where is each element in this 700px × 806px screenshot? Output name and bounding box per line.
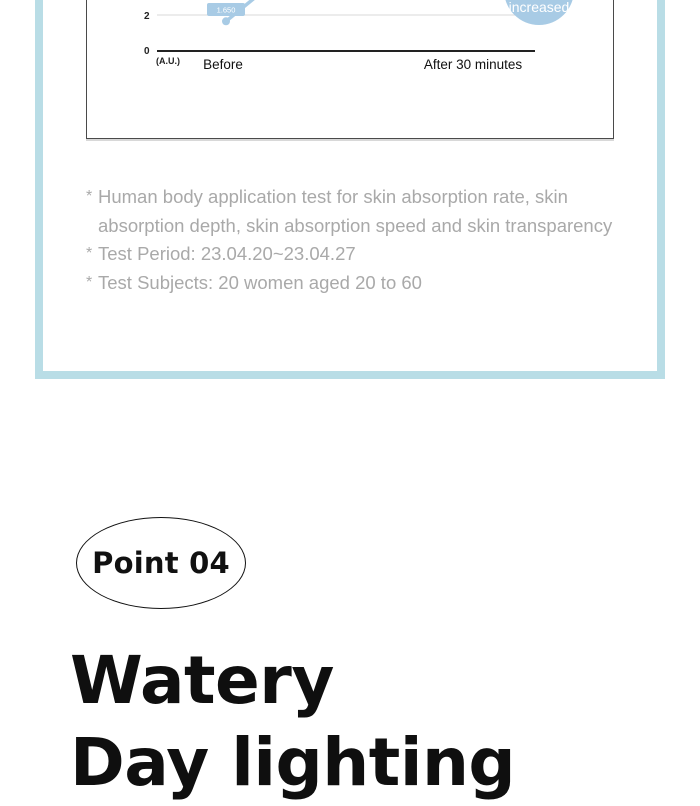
note-text: Test Period: 23.04.20~23.04.27 bbox=[98, 243, 356, 264]
point-badge: Point 04 bbox=[76, 517, 246, 609]
headline-line-2: Day lighting bbox=[70, 724, 516, 801]
y-tick-2: 2 bbox=[144, 11, 150, 22]
note-text: Test Subjects: 20 women aged 20 to 60 bbox=[98, 271, 422, 293]
headline bbox=[70, 640, 515, 804]
data-label-before: 1.650 bbox=[216, 5, 236, 15]
asterisk: * bbox=[86, 188, 93, 205]
increase-bubble-text: increased bbox=[508, 0, 570, 15]
chart-panel bbox=[86, 0, 614, 139]
line-chart bbox=[87, 0, 615, 139]
note-item bbox=[86, 183, 626, 240]
x-label-before: Before bbox=[203, 57, 243, 72]
note-item bbox=[86, 240, 626, 269]
y-tick-0: 0 bbox=[144, 46, 150, 57]
asterisk: * bbox=[86, 273, 93, 291]
asterisk: * bbox=[86, 245, 93, 262]
x-label-after: After 30 minutes bbox=[423, 57, 523, 72]
test-notes bbox=[86, 183, 626, 297]
headline-line-1: Watery bbox=[70, 642, 334, 719]
unit-label: (A.U.) bbox=[156, 56, 180, 66]
note-item bbox=[86, 269, 626, 298]
data-point-before bbox=[222, 17, 230, 25]
note-text: Human body application test for skin absorption rate, skin absorption depth, skin absorption speed and skin transparency bbox=[98, 186, 613, 236]
